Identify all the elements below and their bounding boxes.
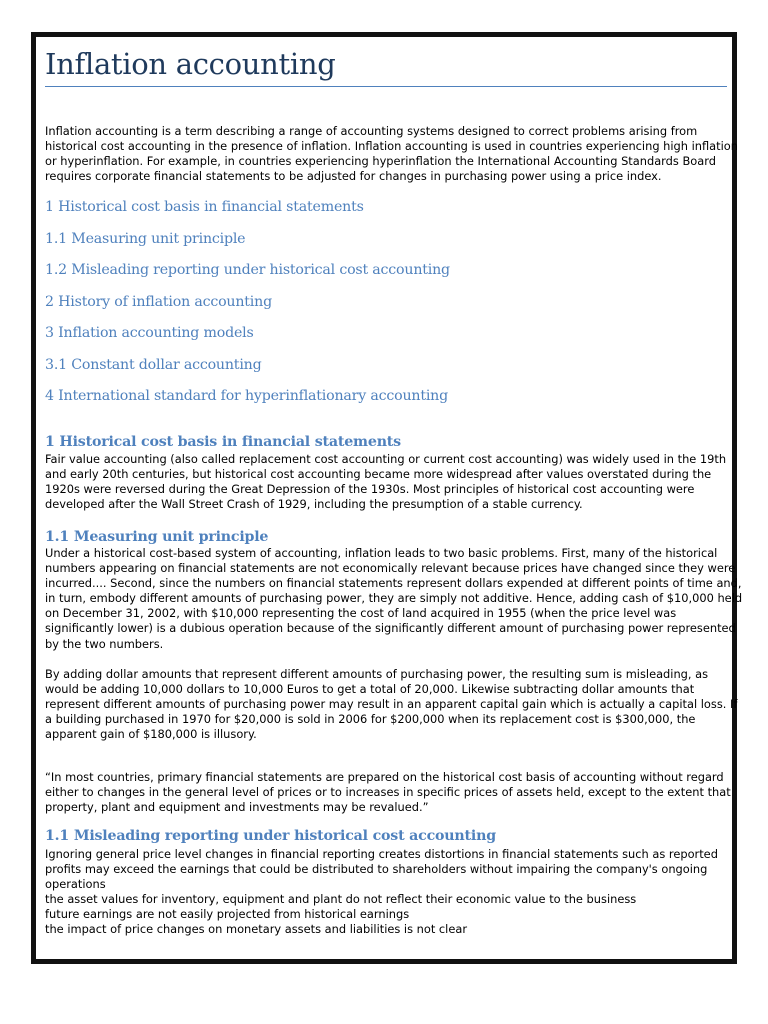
section-paragraph bbox=[45, 546, 743, 652]
quote-paragraph bbox=[45, 770, 731, 815]
text-line: in turn, embody different amounts of purchasing power, they are simply not additive. Hence, adding cash of $10,000 held bbox=[45, 591, 743, 606]
text-line: Ignoring general price level changes in financial reporting creates distortions in financial statements such as reported bbox=[45, 847, 718, 861]
intro-line: requires corporate financial statements to be adjusted for changes in purchasing power using a price index. bbox=[45, 169, 662, 184]
intro-line: or hyperinflation. For example, in countries experiencing hyperinflation the International Accounting Standards Board bbox=[45, 154, 716, 169]
section-heading: 1.1 Measuring unit principle bbox=[45, 529, 269, 545]
text-line: apparent gain of $180,000 is illusory. bbox=[45, 727, 257, 742]
intro-line: Inflation accounting is a term describing a range of accounting systems designed to correct problems arising from bbox=[45, 124, 698, 138]
text-line: By adding dollar amounts that represent different amounts of purchasing power, the resulting sum is misleading, as bbox=[45, 667, 709, 681]
section-paragraph bbox=[45, 452, 727, 512]
text-line: operations bbox=[45, 877, 106, 892]
text-line: significantly lower) is a dubious operation because of the significantly different amount of purchasing power represented bbox=[45, 621, 736, 636]
text-line: future earnings are not easily projected from historical earnings bbox=[45, 907, 410, 922]
text-line: the asset values for inventory, equipment and plant do not reflect their economic value to the business bbox=[45, 892, 637, 907]
text-line: numbers appearing on financial statements are not economically relevant because prices have changed since they were bbox=[45, 561, 736, 576]
text-line: Under a historical cost-based system of accounting, inflation leads to two basic problems. First, many of the historical bbox=[45, 546, 718, 560]
text-line: the impact of price changes on monetary assets and liabilities is not clear bbox=[45, 922, 468, 937]
section-heading: 1 Historical cost basis in financial statements bbox=[45, 434, 401, 450]
text-line: developed after the Wall Street Crash of 1929, including the presumption of a stable currency. bbox=[45, 497, 583, 512]
text-line: profits may exceed the earnings that could be distributed to shareholders without impairing the company's ongoing bbox=[45, 862, 708, 877]
toc-item[interactable]: 3 Inflation accounting models bbox=[45, 325, 254, 341]
document-page bbox=[45, 44, 743, 937]
intro-line: historical cost accounting in the presence of inflation. Inflation accounting is used in countries experiencing high inflation bbox=[45, 139, 738, 154]
text-line: either to changes in the general level of prices or to increases in specific prices of assets held, except to the extent that bbox=[45, 785, 731, 800]
text-line: Fair value accounting (also called replacement cost accounting or current cost accounting) was widely used in the 19th bbox=[45, 452, 727, 466]
text-line: “In most countries, primary financial statements are prepared on the historical cost basis of accounting without regard bbox=[45, 770, 724, 784]
toc-item[interactable]: 2 History of inflation accounting bbox=[45, 294, 272, 310]
intro-paragraph bbox=[45, 124, 738, 184]
text-line: property, plant and equipment and investments may be revalued.” bbox=[45, 800, 429, 815]
text-line: by the two numbers. bbox=[45, 636, 164, 651]
text-line: 1920s were reversed during the Great Depression of the 1930s. Most principles of historical cost accounting were bbox=[45, 482, 695, 497]
toc-item[interactable]: 1.1 Measuring unit principle bbox=[45, 231, 246, 247]
document-title: Inflation accounting bbox=[45, 47, 336, 81]
text-line: incurred.... Second, since the numbers on financial statements represent dollars expended at different points of time and, bbox=[45, 576, 742, 591]
text-line: on December 31, 2002, with $10,000 representing the cost of land acquired in 1955 (when the price level was bbox=[45, 606, 677, 621]
section-paragraph bbox=[45, 667, 738, 742]
title-underline-rule bbox=[45, 86, 727, 87]
toc-item[interactable]: 1 Historical cost basis in financial statements bbox=[45, 199, 364, 215]
text-line: represent different amounts of purchasing power may result in an apparent capital gain which is actually a capital loss. If bbox=[45, 697, 738, 712]
toc-item[interactable]: 3.1 Constant dollar accounting bbox=[45, 357, 262, 373]
section-paragraph bbox=[45, 847, 727, 938]
toc-item[interactable]: 4 International standard for hyperinflationary accounting bbox=[45, 388, 448, 404]
text-line: and early 20th centuries, but historical cost accounting became more widespread after values overstated during the bbox=[45, 467, 712, 482]
toc-item[interactable]: 1.2 Misleading reporting under historical cost accounting bbox=[45, 262, 450, 278]
text-line: would be adding 10,000 dollars to 10,000 Euros to get a total of 20,000. Likewise subtracting dollar amounts that bbox=[45, 682, 695, 697]
section-heading: 1.1 Misleading reporting under historical cost accounting bbox=[45, 828, 496, 844]
text-line: a building purchased in 1970 for $20,000 is sold in 2006 for $200,000 when its replacement cost is $300,000, the bbox=[45, 712, 696, 727]
